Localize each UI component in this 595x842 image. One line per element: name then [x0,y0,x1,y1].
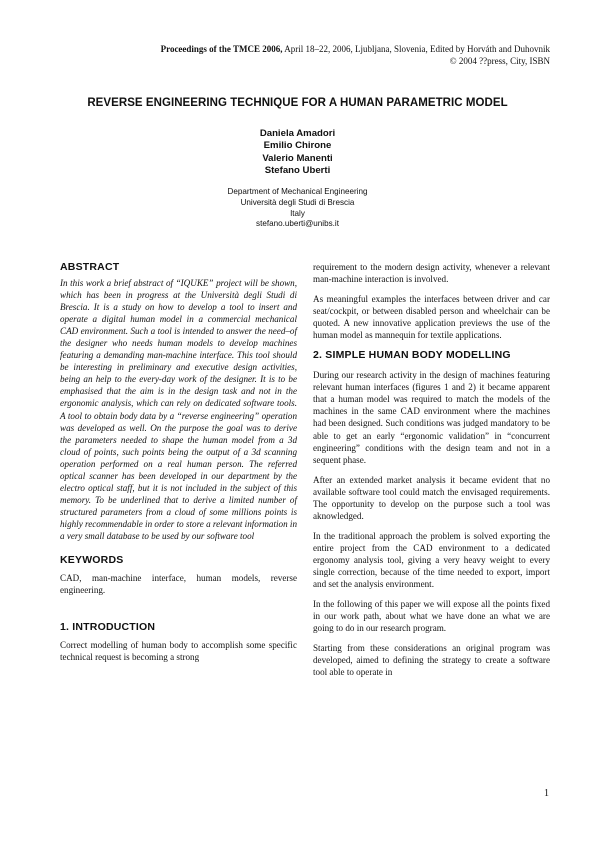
author-name: Emilio Chirone [263,140,332,152]
body-paragraph: In the traditional approach the problem is solved exporting the entire project from the CAD environment to a dedicated ergonomy analysis tool, giving a very heavy weight to every single correction, because of the time needed to export, import and set the analysis environment. [313,530,550,590]
right-column [313,261,550,686]
introduction-heading: 1. INTRODUCTION [60,621,156,634]
keywords-heading: KEYWORDS [60,554,124,567]
proceedings-details: April 18–22, 2006, Ljubljana, Slovenia, Edited by Horváth and Duhovnik [282,44,550,54]
proceedings-name: Proceedings of the TMCE 2006, [160,44,283,54]
body-paragraph: In the following of this paper we will expose all the points fixed in our work path, about what we have done an what we are going to do in our research program. [313,599,550,634]
author-email: stefano.uberti@unibs.it [256,219,339,229]
author-name: Stefano Uberti [264,164,331,176]
body-paragraph: Starting from these considerations an original program was developed, aimed to defining the strategy to create a software tool able to operate in [313,643,550,678]
keywords-text: CAD, man-machine interface, human models, reverse engineering. [60,573,297,596]
affiliation-country: Italy [290,208,305,218]
body-paragraph: As meaningful examples the interfaces between driver and car seat/cockpit, or between disabled person and wheelchair can be quoted. A new innovative application previews the use of the human model as mannequin for textile applications. [313,294,550,341]
affiliation-block [0,187,595,230]
body-paragraph: During our research activity in the design of machines featuring relevant human interfaces (figures 1 and 2) it became apparent that a human model was required to match the models of the machines in the same CAD environment where the machines had been designed. Such conditions was judged mandatory to be able to get an early “ergonomic validation” in “concurrent engineering” conditions with the design team and not in a sequent phase. [313,370,550,465]
proceedings-header [161,43,550,67]
body-paragraph: After an extended market analysis it became evident that no available software tool could match the envisaged requirements. The opportunity to develop on the purpose such a tool was aknowledged. [313,474,550,521]
abstract-heading: ABSTRACT [60,261,120,273]
affiliation-department: Department of Mechanical Engineering [227,187,368,196]
left-column [60,258,297,663]
affiliation-university: Università degli Studi di Brescia [240,197,355,207]
abstract-text: In this work a brief abstract of “IQUKE” project will be shown, which has been in progress at the Università degli Studi di Brescia. It is a study on how to develop a tool to insert and operate a digital human model in a commercial mechanical CAD environment. Such a tool is intended to answer the need–of the designer who needs human models to develop machines featuring a demanding man-machine interface. This tool should be interesting in preliminary and executive design activities, being an help to the every-day work of the designer. It is to be emphasised that the aim is in the design task and not in the ergonomic analysis, which can rely on dedicated software tools. A tool to obtain body data by a “reverse engineering” operation was developed as well. On the purpose the goal was to derive the parameters needed to shape the human model from a 3d cloud of points, such points being the output of a 3d scanning operation performed on a real human person. The referred optical scanner has been developed in our department by the electro optical staff, but it is not included in the subject of this memory. To be underlined that to derive a limited number of structured parameters from a cloud of some millions points is highly recommendable in order to store a relevant information in a very small database to be used by our software tool [60,278,297,541]
section-2-heading: 2. SIMPLE HUMAN BODY MODELLING [313,349,511,362]
copyright-line: © 2004 ??press, City, ISBN [449,56,550,66]
introduction-text: Correct modelling of human body to accomplish some specific technical request is becoming a strong [60,640,297,663]
author-name: Daniela Amadori [259,128,336,139]
author-name: Valerio Manenti [262,152,333,164]
proceedings-line-1 [161,43,550,55]
body-paragraph: requirement to the modern design activity, whenever a relevant man-machine interaction is involved. [313,262,550,285]
author-list [0,128,595,177]
paper-title: REVERSE ENGINEERING TECHNIQUE FOR A HUMAN PARAMETRIC MODEL [87,97,508,109]
page-number: 1 [544,788,549,799]
